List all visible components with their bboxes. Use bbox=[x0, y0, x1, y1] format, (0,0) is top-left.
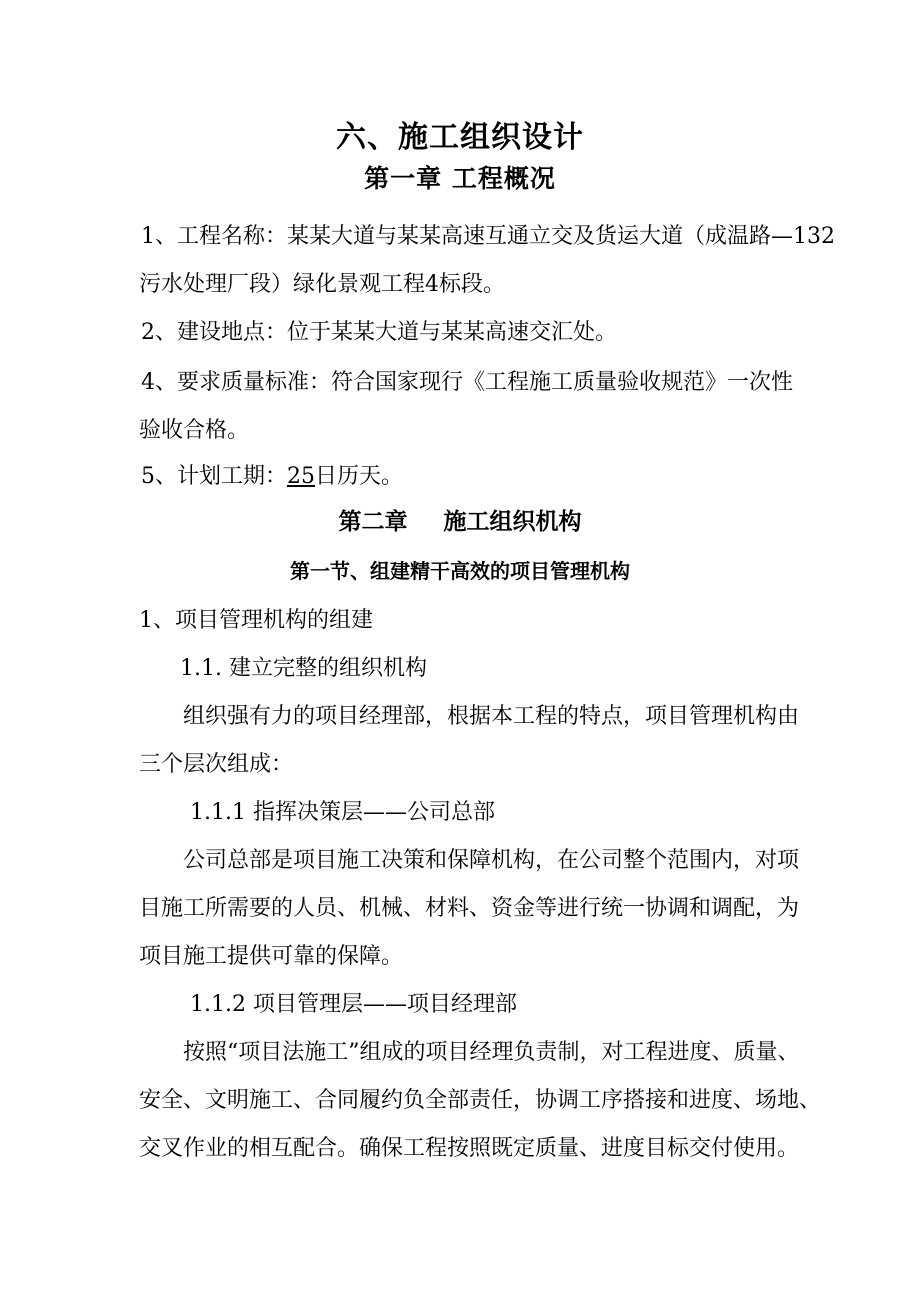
item5-suffix: 日历天。 bbox=[315, 464, 404, 489]
heading-1-1-2: 1.1.2 项目管理层——项目经理部 bbox=[190, 992, 517, 1017]
chapter2-title-number: 第二章 bbox=[338, 509, 408, 535]
para1-line2: 三个层次组成： bbox=[139, 752, 294, 777]
item1-line1: 1、工程名称：某某大道与某某高速互通立交及货运大道（成温路—132 bbox=[141, 224, 835, 249]
item5 bbox=[141, 462, 403, 492]
item5-prefix: 5、计划工期： bbox=[141, 464, 287, 489]
para3-line2: 安全、文明施工、合同履约负全部责任，协调工序搭接和进度、场地、 bbox=[139, 1088, 822, 1113]
main-title: 六、施工组织设计 bbox=[336, 120, 584, 155]
heading-1-1-1: 1.1.1 指挥决策层——公司总部 bbox=[190, 800, 495, 825]
chapter2-title-text: 施工组织机构 bbox=[443, 509, 582, 535]
heading-1: 1、项目管理机构的组建 bbox=[139, 608, 373, 633]
para2-line3: 项目施工提供可靠的保障。 bbox=[139, 944, 404, 969]
section1-title: 第一节、组建精干高效的项目管理机构 bbox=[290, 559, 630, 583]
para3-line1: 按照“项目法施工”组成的项目经理负责制，对工程进度、质量、 bbox=[183, 1040, 800, 1065]
para2-line1: 公司总部是项目施工决策和保障机构，在公司整个范围内，对项 bbox=[183, 848, 800, 873]
chapter1-title: 第一章 工程概况 bbox=[364, 164, 556, 193]
para1-line1: 组织强有力的项目经理部，根据本工程的特点，项目管理机构由 bbox=[183, 704, 800, 729]
item1-line2: 污水处理厂段）绿化景观工程4标段。 bbox=[139, 272, 505, 297]
item2: 2、建设地点：位于某某大道与某某高速交汇处。 bbox=[141, 320, 617, 345]
item5-days: 25 bbox=[287, 464, 315, 489]
item4-line1: 4、要求质量标准：符合国家现行《工程施工质量验收规范》一次性 bbox=[141, 370, 793, 395]
para3-line3: 交叉作业的相互配合。确保工程按照既定质量、进度目标交付使用。 bbox=[139, 1136, 800, 1161]
chapter2-title bbox=[0, 506, 920, 538]
item4-line2: 验收合格。 bbox=[139, 418, 250, 443]
heading-1-1: 1.1. 建立完整的组织机构 bbox=[180, 656, 427, 681]
para2-line2: 目施工所需要的人员、机械、材料、资金等进行统一协调和调配，为 bbox=[139, 896, 800, 921]
